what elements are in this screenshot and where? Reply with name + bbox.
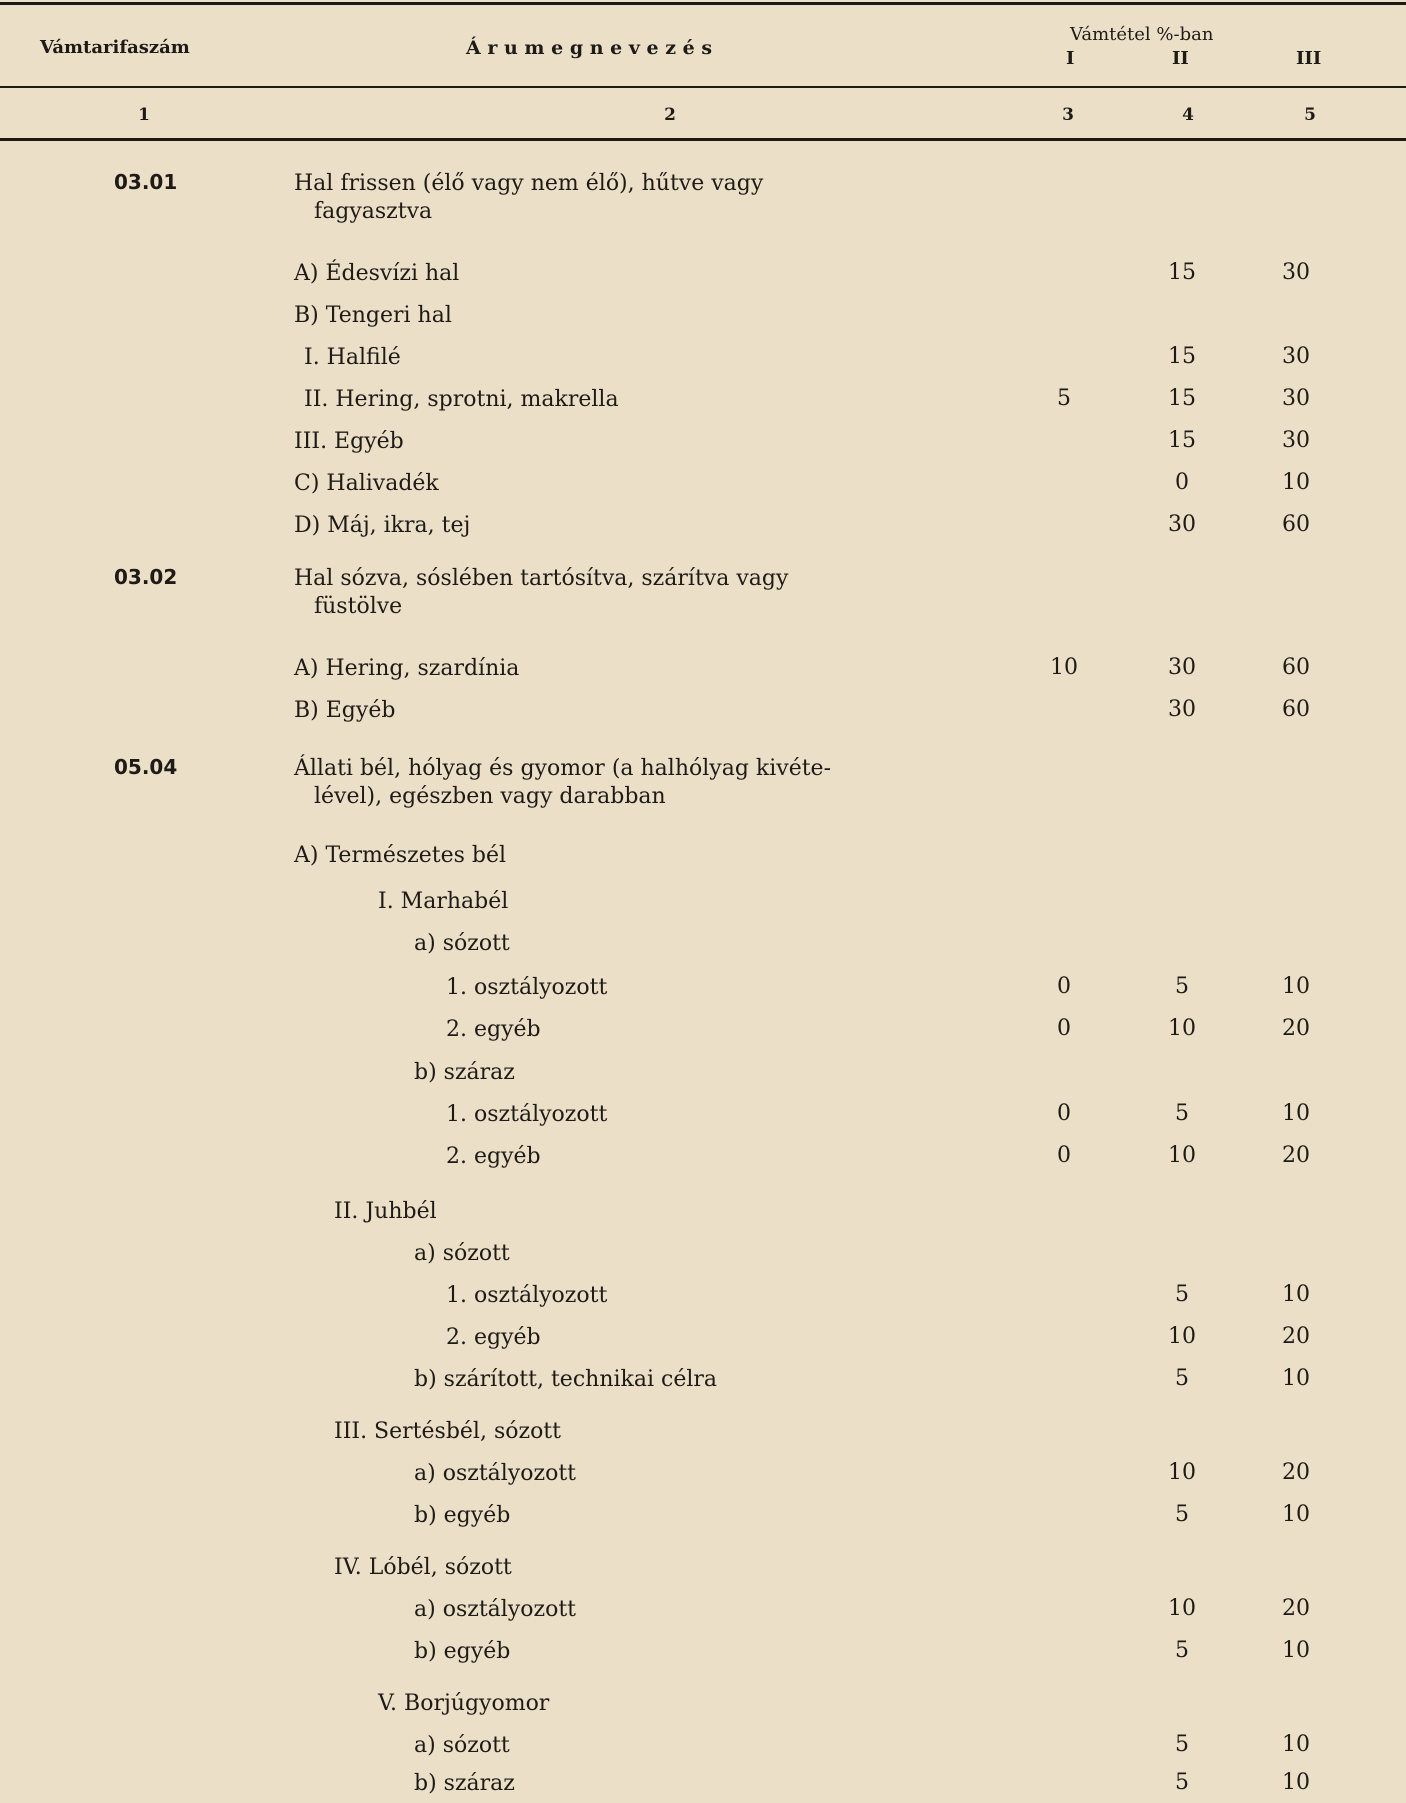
rate-iii-value: 10 (1282, 1732, 1310, 1757)
rate-ii-value: 10 (1168, 1324, 1196, 1349)
rate-ii-value: 5 (1175, 974, 1189, 999)
rate-iii-value: 60 (1282, 655, 1310, 680)
rate-ii-value: 0 (1175, 470, 1189, 495)
goods-description (414, 1240, 510, 1268)
goods-description (446, 1101, 607, 1129)
goods-description (446, 1143, 541, 1171)
column-number-5: 5 (1304, 105, 1316, 125)
rate-iii-value: 30 (1282, 344, 1310, 369)
description-line: a) sózott (414, 931, 510, 956)
rate-ii-value: 30 (1168, 655, 1196, 680)
description-line: b) száraz (414, 1060, 515, 1085)
header-rate-iii: III (1296, 48, 1322, 69)
rate-ii-value: 15 (1168, 260, 1196, 285)
goods-description (334, 1554, 512, 1582)
top-rule (0, 2, 1406, 5)
goods-description (294, 655, 519, 683)
rate-iii-value: 20 (1282, 1143, 1310, 1168)
tariff-code: 03.02 (114, 565, 178, 589)
column-number-2: 2 (664, 105, 676, 125)
description-line: II. Juhbél (334, 1199, 437, 1224)
description-continuation: fagyasztva (314, 199, 433, 224)
goods-description (414, 1638, 510, 1666)
description-line: B) Egyéb (294, 698, 396, 723)
description-line: 1. osztályozott (446, 1283, 608, 1308)
rate-iii-value: 20 (1282, 1324, 1310, 1349)
header-rate-group: Vámtétel %-ban (1070, 24, 1214, 45)
goods-description (378, 1690, 549, 1718)
goods-description (414, 1366, 717, 1394)
description-line: III. Sertésbél, sózott (334, 1419, 561, 1444)
description-line: b) egyéb (414, 1639, 511, 1664)
goods-description (294, 170, 763, 226)
goods-description (414, 1502, 510, 1530)
rate-i-value: 0 (1057, 974, 1071, 999)
header-code: Vámtarifaszám (40, 37, 190, 58)
description-line: 2. egyéb (446, 1017, 541, 1042)
description-line: a) sózott (414, 1241, 510, 1266)
rate-iii-value: 10 (1282, 1101, 1310, 1126)
rate-ii-value: 5 (1175, 1282, 1189, 1307)
goods-description (446, 1324, 541, 1352)
goods-description (294, 697, 395, 725)
goods-description (414, 1460, 576, 1488)
rate-ii-value: 10 (1168, 1016, 1196, 1041)
description-line: B) Tengeri hal (294, 303, 452, 328)
header-description: Á r u m e g n e v e z é s (466, 37, 713, 59)
goods-description (294, 428, 404, 456)
description-line: b) egyéb (414, 1503, 511, 1528)
goods-description (414, 1596, 576, 1624)
description-line: I. Marhabél (378, 889, 509, 914)
description-line: 2. egyéb (446, 1144, 541, 1169)
rate-iii-value: 30 (1282, 386, 1310, 411)
rate-ii-value: 10 (1168, 1596, 1196, 1621)
rate-iii-value: 10 (1282, 974, 1310, 999)
goods-description (378, 888, 508, 916)
rate-iii-value: 10 (1282, 1366, 1310, 1391)
description-line: D) Máj, ikra, tej (294, 513, 471, 538)
rate-iii-value: 10 (1282, 1638, 1310, 1663)
goods-description (414, 1059, 515, 1087)
description-line: Hal frissen (élő vagy nem élő), hűtve vagy (294, 171, 764, 196)
description-line: Állati bél, hólyag és gyomor (a halhólyag kivéte- (294, 756, 832, 781)
description-line: II. Hering, sprotni, makrella (304, 387, 619, 412)
description-line: a) osztályozott (414, 1461, 577, 1486)
goods-description (304, 386, 619, 414)
goods-description (294, 755, 831, 811)
goods-description (446, 974, 607, 1002)
rate-i-value: 0 (1057, 1143, 1071, 1168)
description-line: Hal sózva, sóslében tartósítva, szárítva vagy (294, 566, 789, 591)
column-number-4: 4 (1182, 105, 1194, 125)
rate-iii-value: 10 (1282, 1282, 1310, 1307)
tariff-code: 05.04 (114, 755, 178, 779)
description-line: b) száraz (414, 1771, 515, 1796)
tariff-code: 03.01 (114, 170, 178, 194)
rate-ii-value: 15 (1168, 386, 1196, 411)
goods-description (294, 842, 506, 870)
goods-description (304, 344, 401, 372)
description-line: III. Egyéb (294, 429, 404, 454)
description-line: a) sózott (414, 1733, 510, 1758)
goods-description (334, 1418, 561, 1446)
rate-ii-value: 15 (1168, 344, 1196, 369)
goods-description (294, 565, 788, 621)
description-line: A) Édesvízi hal (294, 261, 460, 286)
description-line: 1. osztályozott (446, 1102, 608, 1127)
description-line: I. Halfilé (304, 345, 401, 370)
column-number-3: 3 (1062, 105, 1074, 125)
header-rate-i: I (1066, 48, 1075, 69)
rate-ii-value: 10 (1168, 1143, 1196, 1168)
header-rule (0, 86, 1406, 88)
rate-ii-value: 30 (1168, 697, 1196, 722)
description-line: IV. Lóbél, sózott (334, 1555, 512, 1580)
goods-description (334, 1198, 437, 1226)
description-line: a) osztályozott (414, 1597, 577, 1622)
rate-iii-value: 60 (1282, 512, 1310, 537)
rate-iii-value: 30 (1282, 428, 1310, 453)
rate-i-value: 0 (1057, 1101, 1071, 1126)
rate-ii-value: 15 (1168, 428, 1196, 453)
rate-ii-value: 5 (1175, 1366, 1189, 1391)
rate-i-value: 5 (1057, 386, 1071, 411)
rate-iii-value: 20 (1282, 1596, 1310, 1621)
rate-iii-value: 10 (1282, 1502, 1310, 1527)
rate-iii-value: 10 (1282, 470, 1310, 495)
description-line: b) szárított, technikai célra (414, 1367, 718, 1392)
header-rate-ii: II (1172, 48, 1189, 69)
rate-ii-value: 5 (1175, 1502, 1189, 1527)
rate-ii-value: 5 (1175, 1101, 1189, 1126)
goods-description (294, 512, 470, 540)
rate-iii-value: 10 (1282, 1770, 1310, 1795)
description-continuation: lével), egészben vagy darabban (314, 784, 666, 809)
description-line: C) Halivadék (294, 471, 439, 496)
description-line: A) Hering, szardínia (294, 656, 520, 681)
description-line: 2. egyéb (446, 1325, 541, 1350)
description-continuation: füstölve (314, 594, 403, 619)
rate-i-value: 0 (1057, 1016, 1071, 1041)
description-line: 1. osztályozott (446, 975, 608, 1000)
rate-iii-value: 20 (1282, 1460, 1310, 1485)
rate-iii-value: 30 (1282, 260, 1310, 285)
description-line: V. Borjúgyomor (378, 1691, 550, 1716)
column-number-rule (0, 138, 1406, 141)
goods-description (294, 260, 459, 288)
column-number-1: 1 (138, 105, 150, 125)
goods-description (294, 470, 439, 498)
rate-iii-value: 60 (1282, 697, 1310, 722)
description-line: A) Természetes bél (294, 843, 507, 868)
goods-description (414, 1732, 510, 1760)
rate-i-value: 10 (1050, 655, 1078, 680)
rate-ii-value: 30 (1168, 512, 1196, 537)
goods-description (414, 930, 510, 958)
rate-ii-value: 5 (1175, 1732, 1189, 1757)
goods-description (294, 302, 452, 330)
rate-iii-value: 20 (1282, 1016, 1310, 1041)
rate-ii-value: 5 (1175, 1638, 1189, 1663)
rate-ii-value: 10 (1168, 1460, 1196, 1485)
goods-description (414, 1770, 515, 1798)
goods-description (446, 1282, 607, 1310)
goods-description (446, 1016, 541, 1044)
rate-ii-value: 5 (1175, 1770, 1189, 1795)
